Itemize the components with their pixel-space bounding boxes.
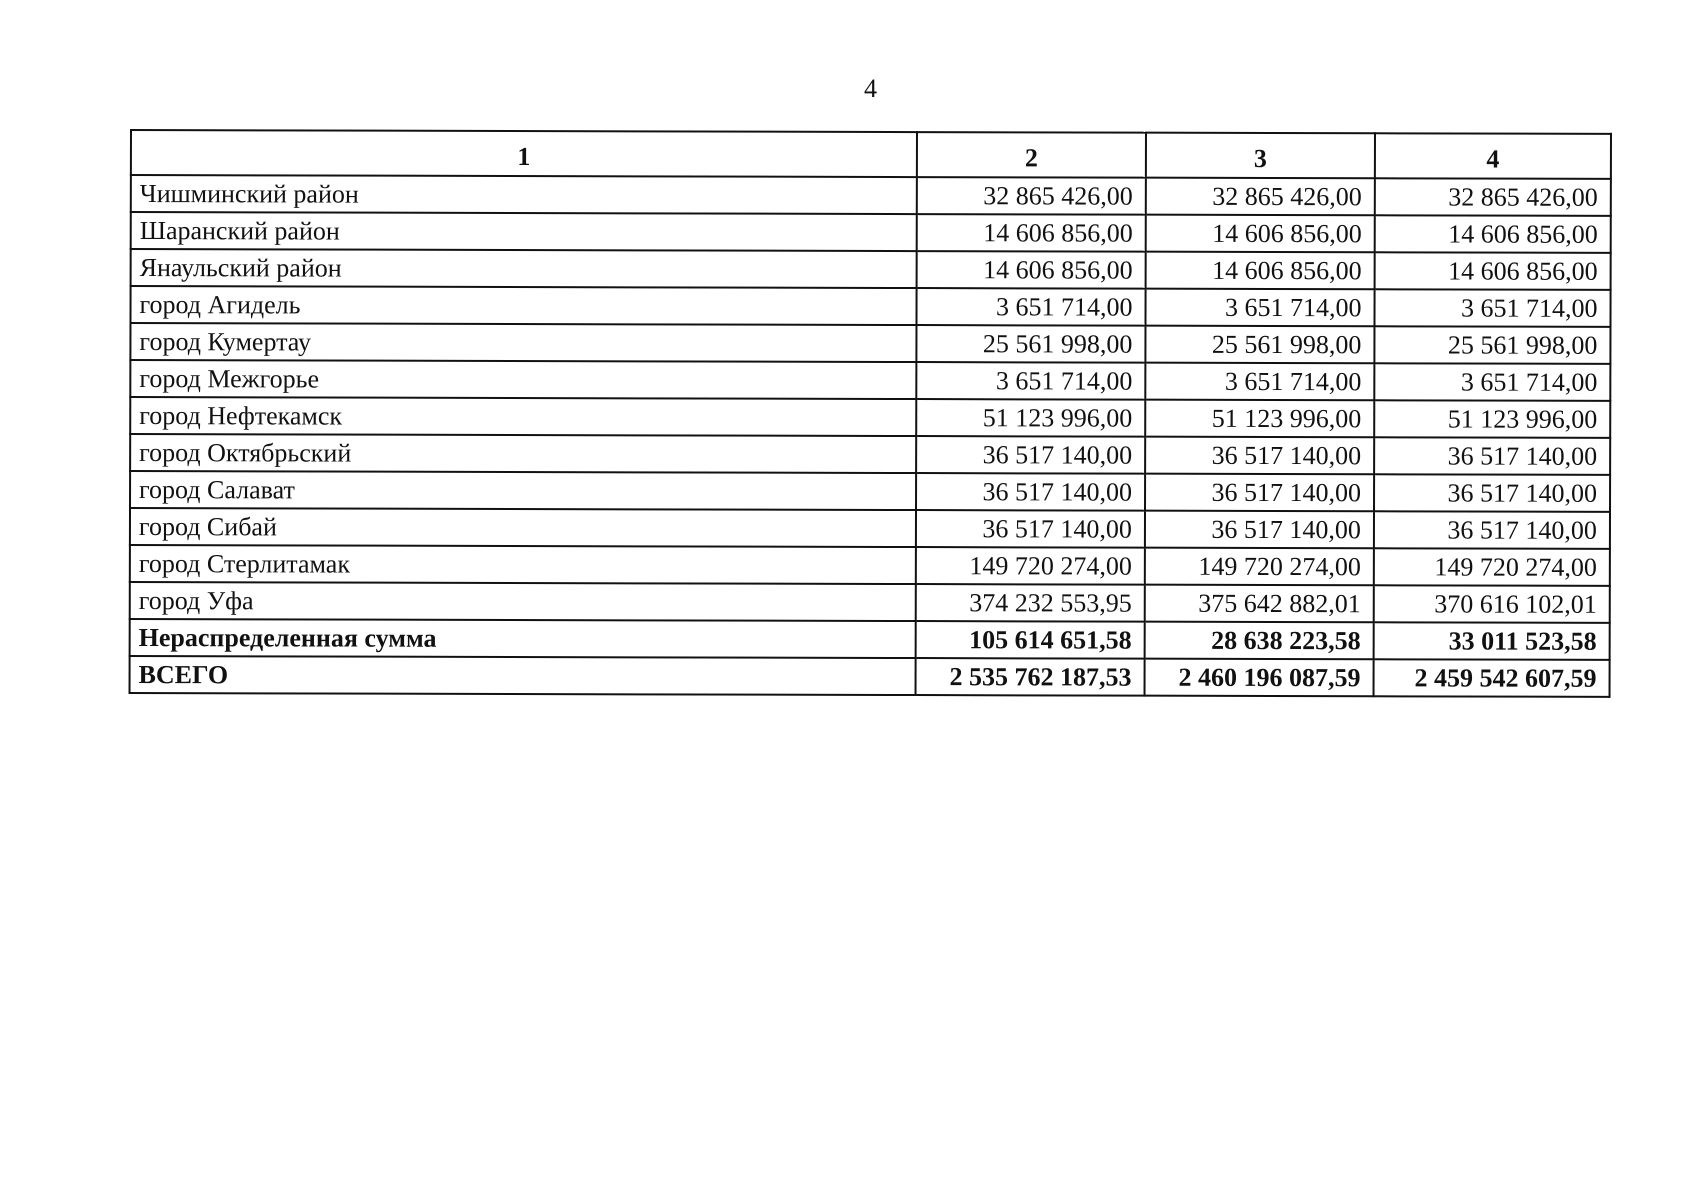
row-name-cell: Шаранский район (131, 212, 917, 251)
row-name-cell: город Уфа (130, 582, 916, 621)
value-cell-col-3: 375 642 882,01 (1145, 585, 1374, 623)
value-cell-col-4: 370 616 102,01 (1374, 585, 1610, 623)
value-cell-col-2: 2 535 762 187,53 (916, 658, 1145, 696)
value-cell-col-2: 25 561 998,00 (916, 325, 1145, 363)
value-cell-col-2: 36 517 140,00 (916, 436, 1145, 474)
row-name-cell: ВСЕГО (130, 656, 916, 695)
value-cell-col-4: 149 720 274,00 (1374, 548, 1610, 586)
table-body (130, 175, 1611, 697)
table-header (131, 130, 1611, 179)
value-cell-col-3: 28 638 223,58 (1145, 622, 1374, 660)
column-header-3: 3 (1146, 133, 1375, 179)
table-row (130, 471, 1610, 512)
row-name-cell: город Кумертау (130, 323, 916, 362)
value-cell-col-3: 2 460 196 087,59 (1145, 659, 1374, 697)
value-cell-col-3: 25 561 998,00 (1145, 326, 1374, 364)
header-row (131, 130, 1611, 179)
value-cell-col-4: 14 606 856,00 (1375, 215, 1611, 253)
value-cell-col-2: 36 517 140,00 (916, 473, 1145, 511)
table-row (130, 508, 1610, 549)
value-cell-col-2: 105 614 651,58 (916, 621, 1145, 659)
value-cell-col-4: 36 517 140,00 (1374, 437, 1610, 475)
table-row (130, 582, 1610, 623)
value-cell-col-4: 36 517 140,00 (1374, 474, 1610, 512)
value-cell-col-2: 51 123 996,00 (916, 399, 1145, 437)
table-row (131, 249, 1611, 290)
value-cell-col-2: 32 865 426,00 (917, 177, 1146, 215)
value-cell-col-2: 14 606 856,00 (917, 214, 1146, 252)
value-cell-col-3: 32 865 426,00 (1146, 178, 1375, 216)
row-name-cell: город Межгорье (130, 360, 916, 399)
value-cell-col-4: 36 517 140,00 (1374, 511, 1610, 549)
value-cell-col-3: 36 517 140,00 (1145, 511, 1374, 549)
table-row (130, 545, 1610, 586)
value-cell-col-4: 25 561 998,00 (1374, 326, 1610, 364)
table-row (131, 212, 1611, 253)
row-name-cell: город Агидель (130, 286, 916, 325)
value-cell-col-2: 3 651 714,00 (916, 362, 1145, 400)
value-cell-col-3: 36 517 140,00 (1145, 474, 1374, 512)
row-name-cell: город Сибай (130, 508, 916, 547)
value-cell-col-4: 3 651 714,00 (1374, 363, 1610, 401)
value-cell-col-4: 32 865 426,00 (1375, 178, 1611, 216)
column-header-2: 2 (917, 132, 1146, 178)
table-row (130, 656, 1610, 697)
column-header-1: 1 (131, 130, 917, 177)
value-cell-col-3: 3 651 714,00 (1145, 289, 1374, 327)
table-row (130, 360, 1610, 401)
row-name-cell: Янаульский район (131, 249, 917, 288)
value-cell-col-4: 2 459 542 607,59 (1374, 659, 1610, 697)
value-cell-col-4: 3 651 714,00 (1374, 289, 1610, 327)
value-cell-col-3: 3 651 714,00 (1145, 363, 1374, 401)
table-row (131, 175, 1611, 216)
column-header-4: 4 (1375, 133, 1611, 179)
value-cell-col-3: 14 606 856,00 (1146, 252, 1375, 290)
value-cell-col-2: 149 720 274,00 (916, 547, 1145, 585)
value-cell-col-2: 14 606 856,00 (917, 251, 1146, 289)
value-cell-col-2: 3 651 714,00 (916, 288, 1145, 326)
row-name-cell: город Нефтекамск (130, 397, 916, 436)
row-name-cell: город Стерлитамак (130, 545, 916, 584)
table-row (130, 619, 1610, 660)
page-number: 4 (864, 74, 877, 103)
row-name-cell: город Октябрьский (130, 434, 916, 473)
value-cell-col-3: 51 123 996,00 (1145, 400, 1374, 438)
table-row (130, 286, 1610, 327)
allocation-table (129, 129, 1612, 698)
row-name-cell: город Салават (130, 471, 916, 510)
table-row (130, 397, 1610, 438)
table-row (130, 434, 1610, 475)
value-cell-col-4: 51 123 996,00 (1374, 400, 1610, 438)
value-cell-col-4: 33 011 523,58 (1374, 622, 1610, 660)
value-cell-col-3: 149 720 274,00 (1145, 548, 1374, 586)
value-cell-col-2: 36 517 140,00 (916, 510, 1145, 548)
row-name-cell: Чишминский район (131, 175, 917, 214)
value-cell-col-3: 36 517 140,00 (1145, 437, 1374, 475)
value-cell-col-4: 14 606 856,00 (1375, 252, 1611, 290)
table-row (130, 323, 1610, 364)
row-name-cell: Нераспределенная сумма (130, 619, 916, 658)
value-cell-col-2: 374 232 553,95 (916, 584, 1145, 622)
value-cell-col-3: 14 606 856,00 (1146, 215, 1375, 253)
